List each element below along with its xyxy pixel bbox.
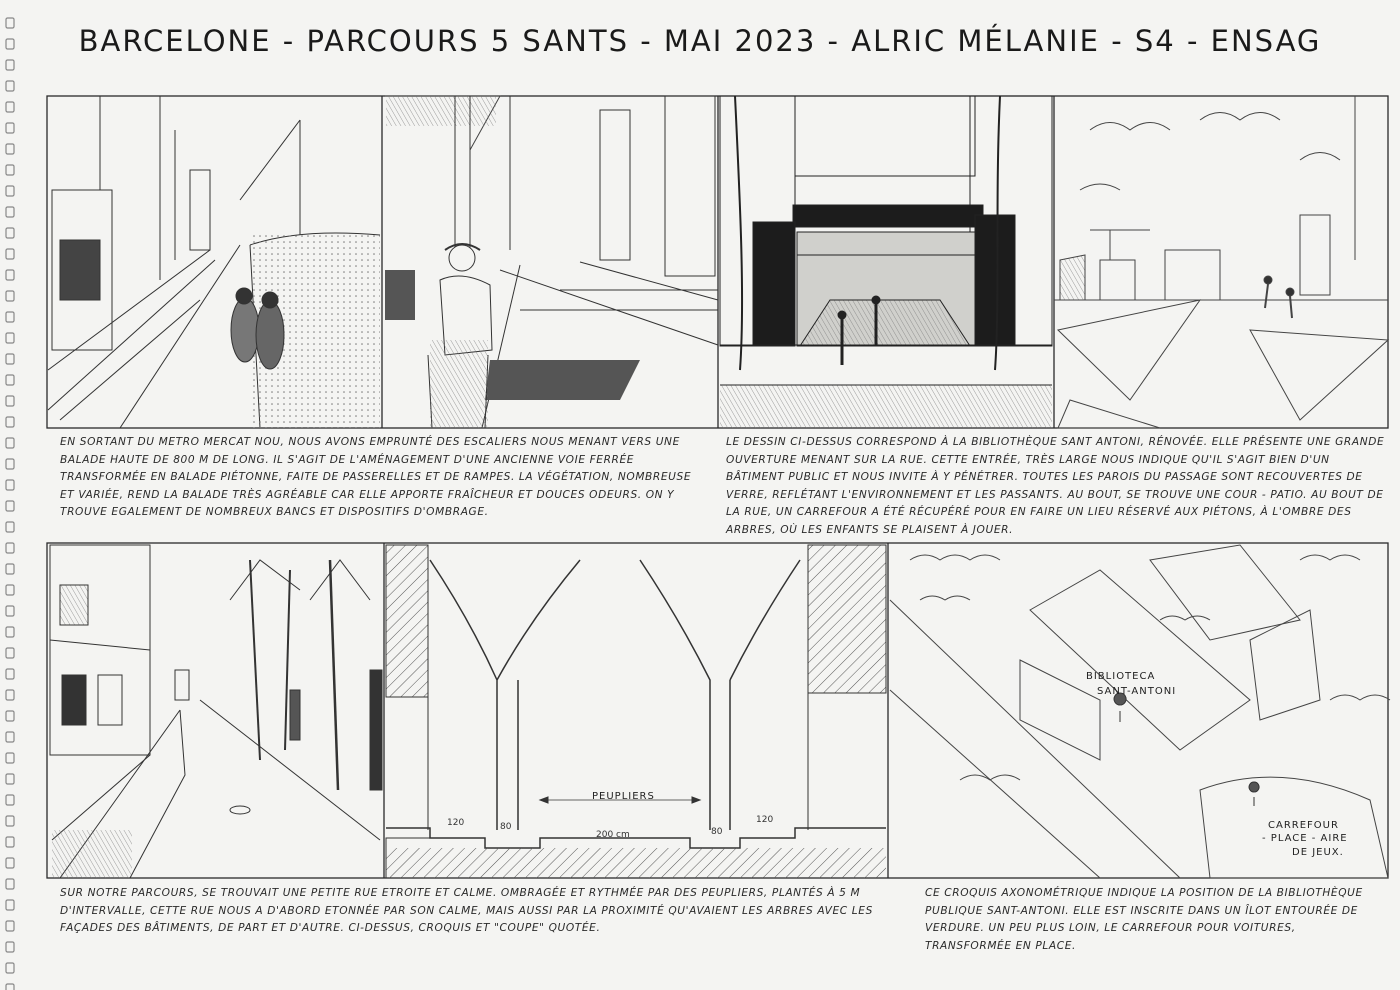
caption-narrow-street: SUR NOTRE PARCOURS, SE TROUVAIT UNE PETITE RUE ETROITE ET CALME. OMBRAGÉE ET RYTHMÉE PAR DES PEUPLIERS, PLANTÉS À 5 M D'INTERVALLE, CETTE RUE NOUS A D'ABORD ETONNÉE PAR SON CALME, MAIS AUSSI PAR LA PROXIMITÉ QU'AVAIENT LES ARBRES AVEC LES FAÇADES DES BÂTIMENTS, DE PART ET D'AUTRE. CI-DESSUS, CROQUIS ET "COUPE" QUOTÉE. [60,887,873,934]
dim-tree-right: 80 [711,827,723,837]
caption-axonometric: CE CROQUIS AXONOMÉTRIQUE INDIQUE LA POSITION DE LA BIBLIOTHÈQUE PUBLIQUE SANT-ANTONI. ELLE EST INSCRITE DANS UN ÎLOT ENTOURÉE DE VERDURE. UN PEU PLUS LOIN, LE CARREFOUR POUR VOITURES, TRANSFORMÉE EN PLACE. [925,887,1363,952]
dim-road: 200 cm [596,830,630,840]
poplars-label: PEUPLIERS [592,791,655,802]
carrefour-label-1: CARREFOUR [1268,820,1339,831]
page-title: BARCELONE - PARCOURS 5 SANTS - MAI 2023 - ALRIC MÉLANIE - S4 - ENSAG [78,24,1322,58]
library-label-2: SANT-ANTONI [1097,686,1177,697]
sketch-library-entrance [720,96,1052,428]
sketch-narrow-street [50,545,382,878]
carrefour-label-3: DE JEUX. [1292,847,1344,858]
caption-promenade: EN SORTANT DU METRO MERCAT NOU, NOUS AVONS EMPRUNTÉ DES ESCALIERS NOUS MENANT VERS UNE BALADE HAUTE DE 800 M DE LONG. IL S'AGIT DE L'AMÉNAGEMENT D'UNE ANCIENNE VOIE FERRÉE TRANSFORMÉE EN BALADE PIÉTONNE, FAITE DE PASSERELLES ET DE RAMPES. LA VÉGÉTATION, NOMBREUSE ET VARIÉE, REND LA BALADE TRÈS AGRÉABLE CAR ELLE APPORTE FRAÎCHEUR ET DOUCES ODEURS. ON Y TROUVE EGALEMENT DE NOMBREUX BANCS ET DISPOSITIFS D'OMBRAGE. [60,436,692,518]
sketch-section-poplars [386,545,886,878]
sketch-promenade [48,96,380,428]
dim-tree-left: 80 [500,822,512,832]
sketch-street-person [385,96,718,428]
top-row-frames [47,96,1388,428]
caption-library: LE DESSIN CI-DESSUS CORRESPOND À LA BIBLIOTHÈQUE SANT ANTONI, RÉNOVÉE. ELLE PRÉSENTE UNE GRANDE OUVERTURE MENANT SUR LA RUE. CETTE ENTRÉE, TRÈS LARGE NOUS INDIQUE QU'IL S'AGIT BIEN D'UN BÂTIMENT PUBLIC ET NOUS INVITE À Y PÉNÉTRER. TOUTES LES PAROIS DU PASSAGE SONT RECOUVERTES DE VERRE, REFLÉTANT L'ENVIRONNEMENT ET LES PASSANTS. AU BOUT, SE TROUVE UNE COUR - PATIO. AU BOUT DE LA RUE, UN CARREFOUR A ÉTÉ RÉCUPÉRÉ POUR EN FAIRE UN LIEU RÉSERVÉ AUX PIÉTONS, À L'OMBRE DES ARBRES, OÙ LES ENFANTS SE PLAISENT À JOUER. [726,436,1385,536]
dim-sidewalk-left: 120 [447,818,465,828]
dim-sidewalk-right: 120 [756,815,774,825]
library-label-1: BIBLIOTECA [1086,671,1156,682]
carrefour-label-2: - PLACE - AIRE [1262,833,1348,844]
sketch-square [1054,96,1388,428]
